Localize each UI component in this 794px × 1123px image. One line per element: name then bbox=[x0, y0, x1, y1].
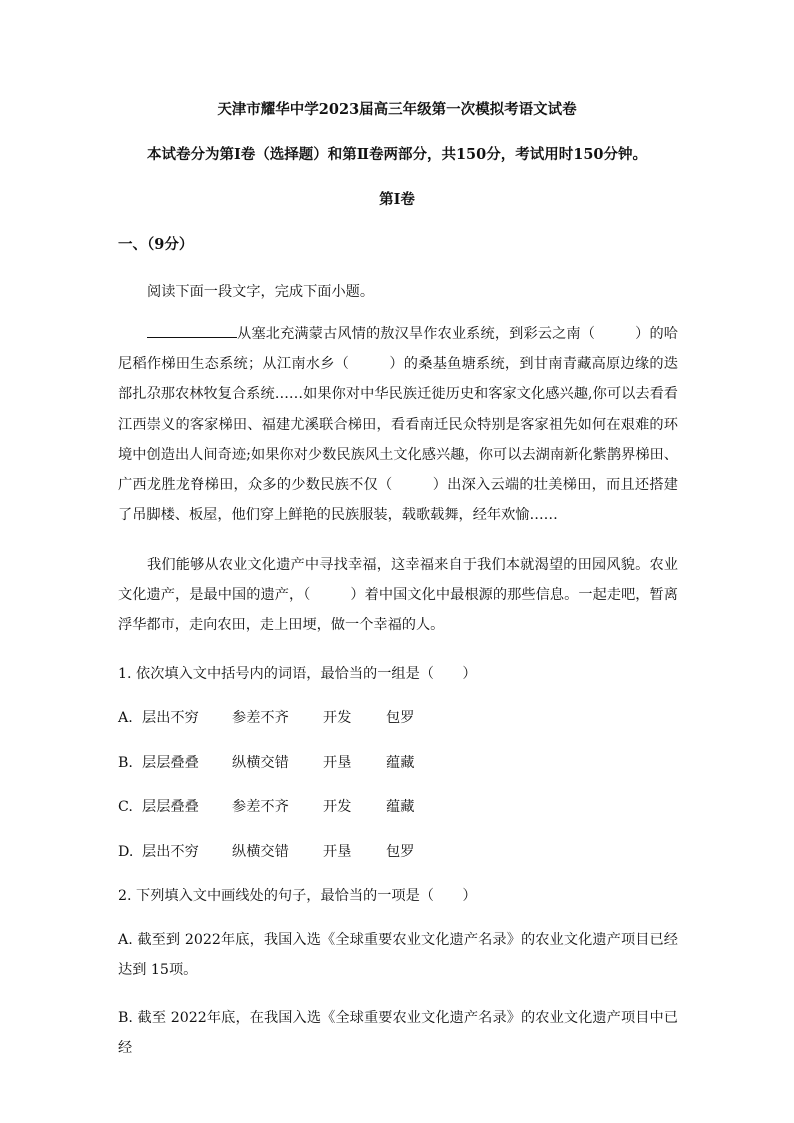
option-word-1: 层出不穷 bbox=[142, 710, 199, 726]
option-word-1: 层出不穷 bbox=[142, 844, 199, 860]
option-word-1: 层层叠叠 bbox=[142, 799, 199, 815]
option-word-3: 开垦 bbox=[323, 844, 352, 860]
question-2-option-a: A. 截至到 2022年底，我国入选《全球重要农业文化遗产名录》的农业文化遗产项目已经达到 15项。 bbox=[118, 932, 678, 979]
option-word-3: 开发 bbox=[323, 799, 352, 815]
passage-p2-segment-b: ）着中国文化中最根源的那些信息。一起走吧，暂离浮华都市，走向农田，走上田埂，做一个幸福的人。 bbox=[118, 587, 678, 634]
option-word-4: 包罗 bbox=[386, 710, 415, 726]
question-2-stem: 2. 下列填入文中画线处的句子，最恰当的一项是（ ） bbox=[118, 888, 477, 904]
option-letter: D. bbox=[118, 844, 134, 860]
question-2-option-b: B. 截至 2022年底，在我国入选《全球重要农业文化遗产名录》的农业文化遗产项目中已经 bbox=[118, 1010, 678, 1057]
part-heading: 第Ⅰ卷 bbox=[379, 191, 415, 208]
exam-subtitle: 本试卷分为第Ⅰ卷（选择题）和第Ⅱ卷两部分，共150分，考试用时150分钟。 bbox=[146, 146, 648, 163]
option-word-2: 纵横交错 bbox=[232, 755, 289, 771]
option-word-4: 包罗 bbox=[386, 844, 415, 860]
passage-paragraph-1 bbox=[118, 319, 678, 530]
option-letter: C. bbox=[118, 799, 133, 815]
option-word-3: 开发 bbox=[323, 710, 352, 726]
answer-blank-underline bbox=[147, 323, 237, 338]
exam-title: 天津市耀华中学2023届高三年级第一次模拟考语文试卷 bbox=[217, 101, 577, 118]
passage-p1-segment-a: 从塞北充满蒙古风情的敖汉旱作农业系统，到彩云之南（ bbox=[237, 326, 596, 342]
option-word-3: 开垦 bbox=[323, 755, 352, 771]
passage-paragraph-2 bbox=[118, 550, 678, 641]
option-word-1: 层层叠叠 bbox=[142, 755, 199, 771]
instruction-text: 阅读下面一段文字，完成下面小题。 bbox=[147, 284, 375, 300]
option-letter: A. bbox=[118, 710, 133, 726]
question-1-stem: 1. 依次填入文中括号内的词语，最恰当的一组是（ ） bbox=[118, 666, 477, 682]
option-word-2: 纵横交错 bbox=[232, 844, 289, 860]
passage-p1-segment-b: ）的哈尼稻作梯田生态系统；从江南水乡（ bbox=[118, 326, 678, 373]
passage-p1-segment-d: ）出深入云端的壮美梯田，而且还搭建了吊脚楼、板屋，他们穿上鲜艳的民族服装，载歌载舞，经年欢愉…… bbox=[118, 477, 678, 524]
option-word-4: 蕴藏 bbox=[386, 755, 415, 771]
option-word-2: 参差不齐 bbox=[232, 710, 289, 726]
option-letter: B. bbox=[118, 755, 133, 771]
option-word-4: 蕴藏 bbox=[386, 799, 415, 815]
passage-p1-segment-c: ）的桑基鱼塘系统，到甘南青藏高原边缘的迭部扎尕那农林牧复合系统……如果你对中华民族迁徙历史和客家文化感兴趣,你可以去看看江西崇义的客家梯田、福建尤溪联合梯田，看看南迁民众特别是客家祖先如何在艰难的环境中创造出人间奇迹;如果你对少数民族风土文化感兴趣，你可以去湖南新化紫鹊界梯田、广西龙胜龙脊梯田，众多的少数民族不仅（ bbox=[118, 356, 678, 494]
passage-p2-segment-a: 我们能够从农业文化遗产中寻找幸福，这幸福来自于我们本就渴望的田园风貌。农业文化遗产，是最中国的遗产，（ bbox=[118, 557, 678, 604]
section-heading: 一、（9分） bbox=[118, 236, 194, 253]
option-word-2: 参差不齐 bbox=[232, 799, 289, 815]
